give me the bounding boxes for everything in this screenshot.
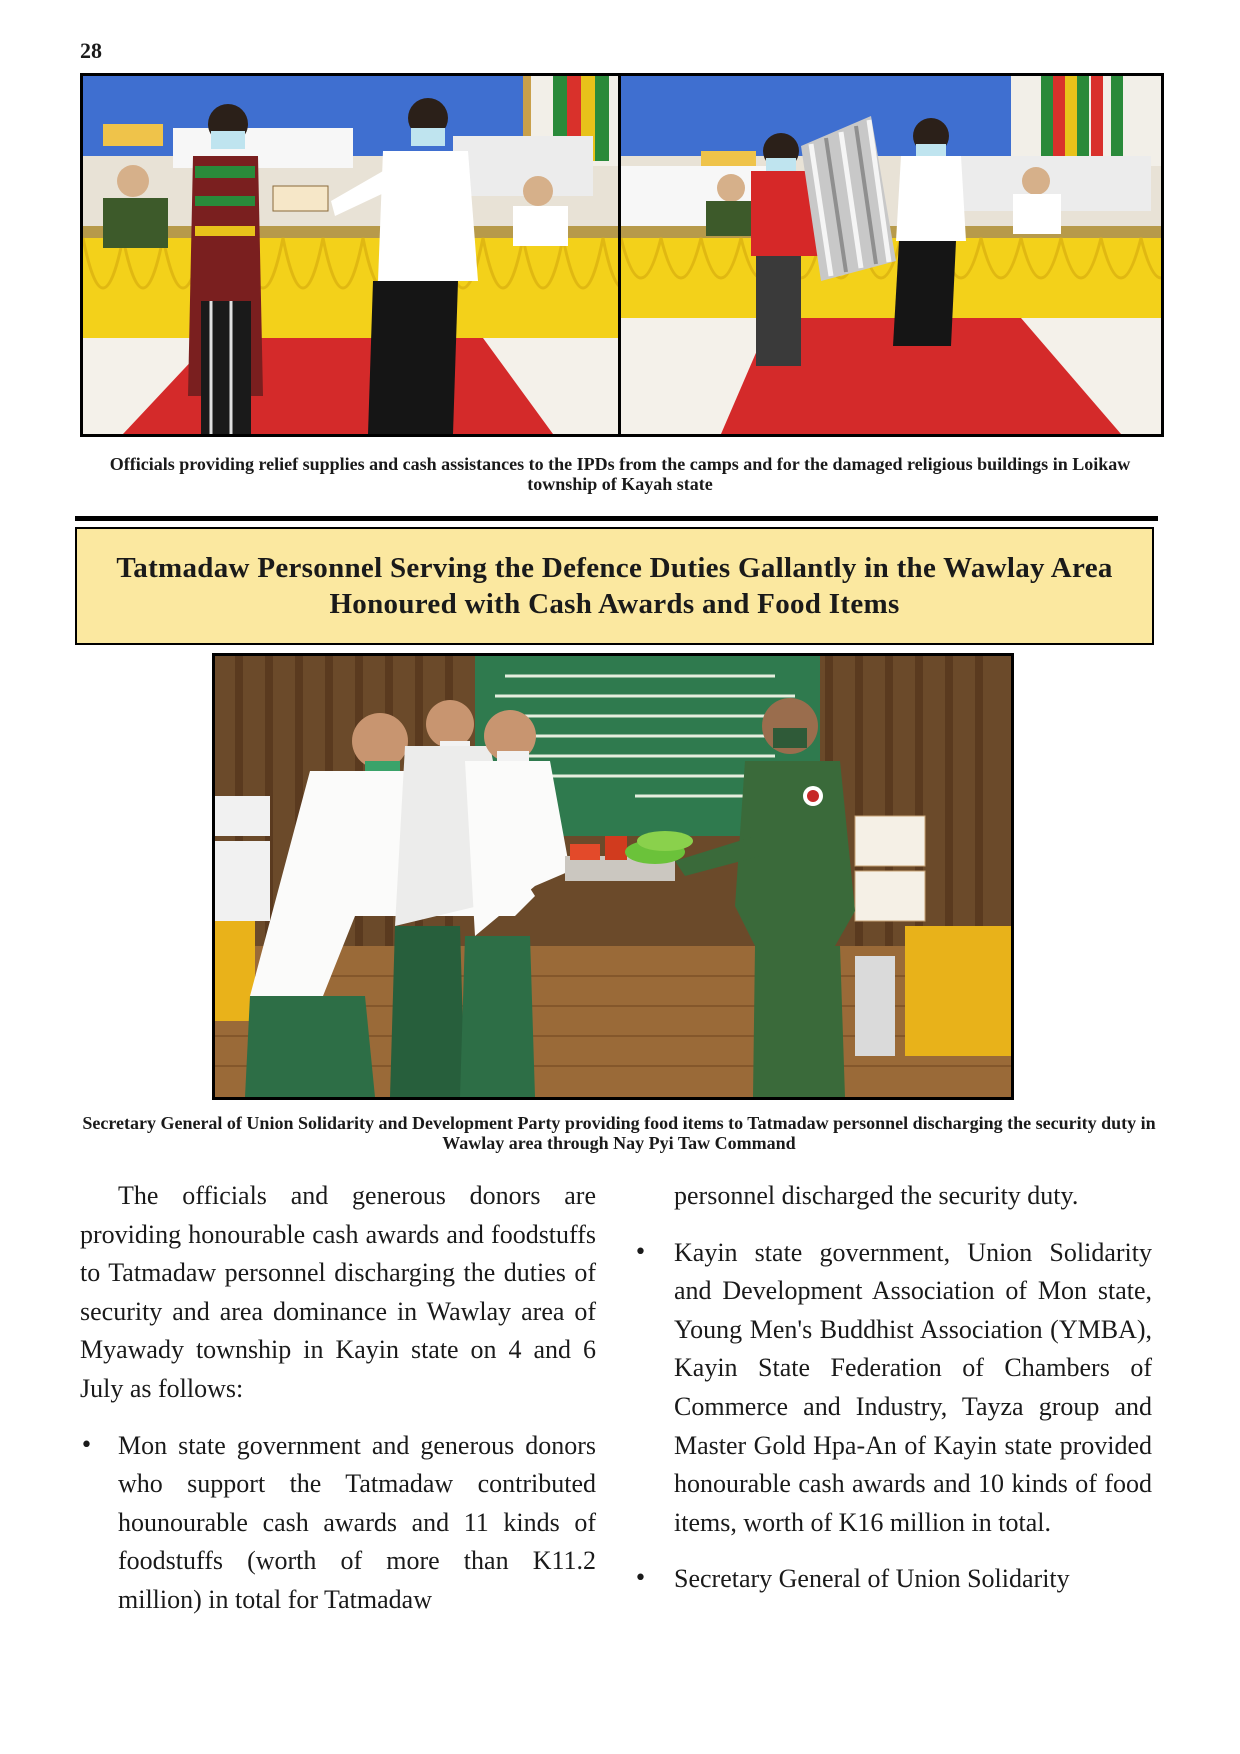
section-title: Tatmadaw Personnel Serving the Defence Duties Gallantly in the Wawlay Area Honoured with Cash Awards and Food Items <box>116 552 1113 620</box>
top-photo-strip <box>80 73 1164 437</box>
article-bullet-list-left <box>80 1427 596 1620</box>
section-title-box <box>75 527 1154 645</box>
main-photo-caption: Secretary General of Union Solidarity and Development Party providing food items to Tatmadaw personnel discharging the security duty in Wawlay area through Nay Pyi Taw Command <box>82 1113 1156 1153</box>
article-bullet-list-right <box>634 1234 1152 1599</box>
top-photos-caption: Officials providing relief supplies and cash assistances to the IPDs from the camps and for the damaged religious buildings in Loikaw township of Kayah state <box>109 454 1131 494</box>
article-column-left <box>80 1177 596 1620</box>
photo-roofing-sheet-handover <box>621 76 1161 434</box>
list-item: • Kayin state government, Union Solidarity and Development Association of Mon state, Young Men's Buddhist Association (YMBA), Kayin State Federation of Chambers of Commerce and Industry, Tayza group and Master Gold Hpa-An of Kayin state provided honourable cash awards and 10 kinds of food items, worth of K16 million in total. <box>634 1234 1152 1543</box>
section-divider <box>75 516 1158 521</box>
photo-food-items-presentation <box>212 653 1014 1100</box>
page-number: 28 <box>80 38 102 63</box>
article-bullet-continuation: personnel discharged the security duty. <box>674 1181 1079 1210</box>
article-column-right <box>634 1177 1152 1599</box>
article-intro: The officials and generous donors are providing honourable cash awards and foodstuffs to Tatmadaw personnel discharging the duties of security and area dominance in Wawlay area of Myawady township in Kayin state on 4 and 6 July as follows: <box>80 1181 596 1403</box>
list-item: • Secretary General of Union Solidarity <box>634 1560 1152 1599</box>
photo-cash-handover <box>83 76 618 434</box>
list-item: • Mon state government and generous donors who support the Tatmadaw contributed hounourable cash awards and 11 kinds of foodstuffs (worth of more than K11.2 million) in total for Tatmadaw <box>80 1427 596 1620</box>
